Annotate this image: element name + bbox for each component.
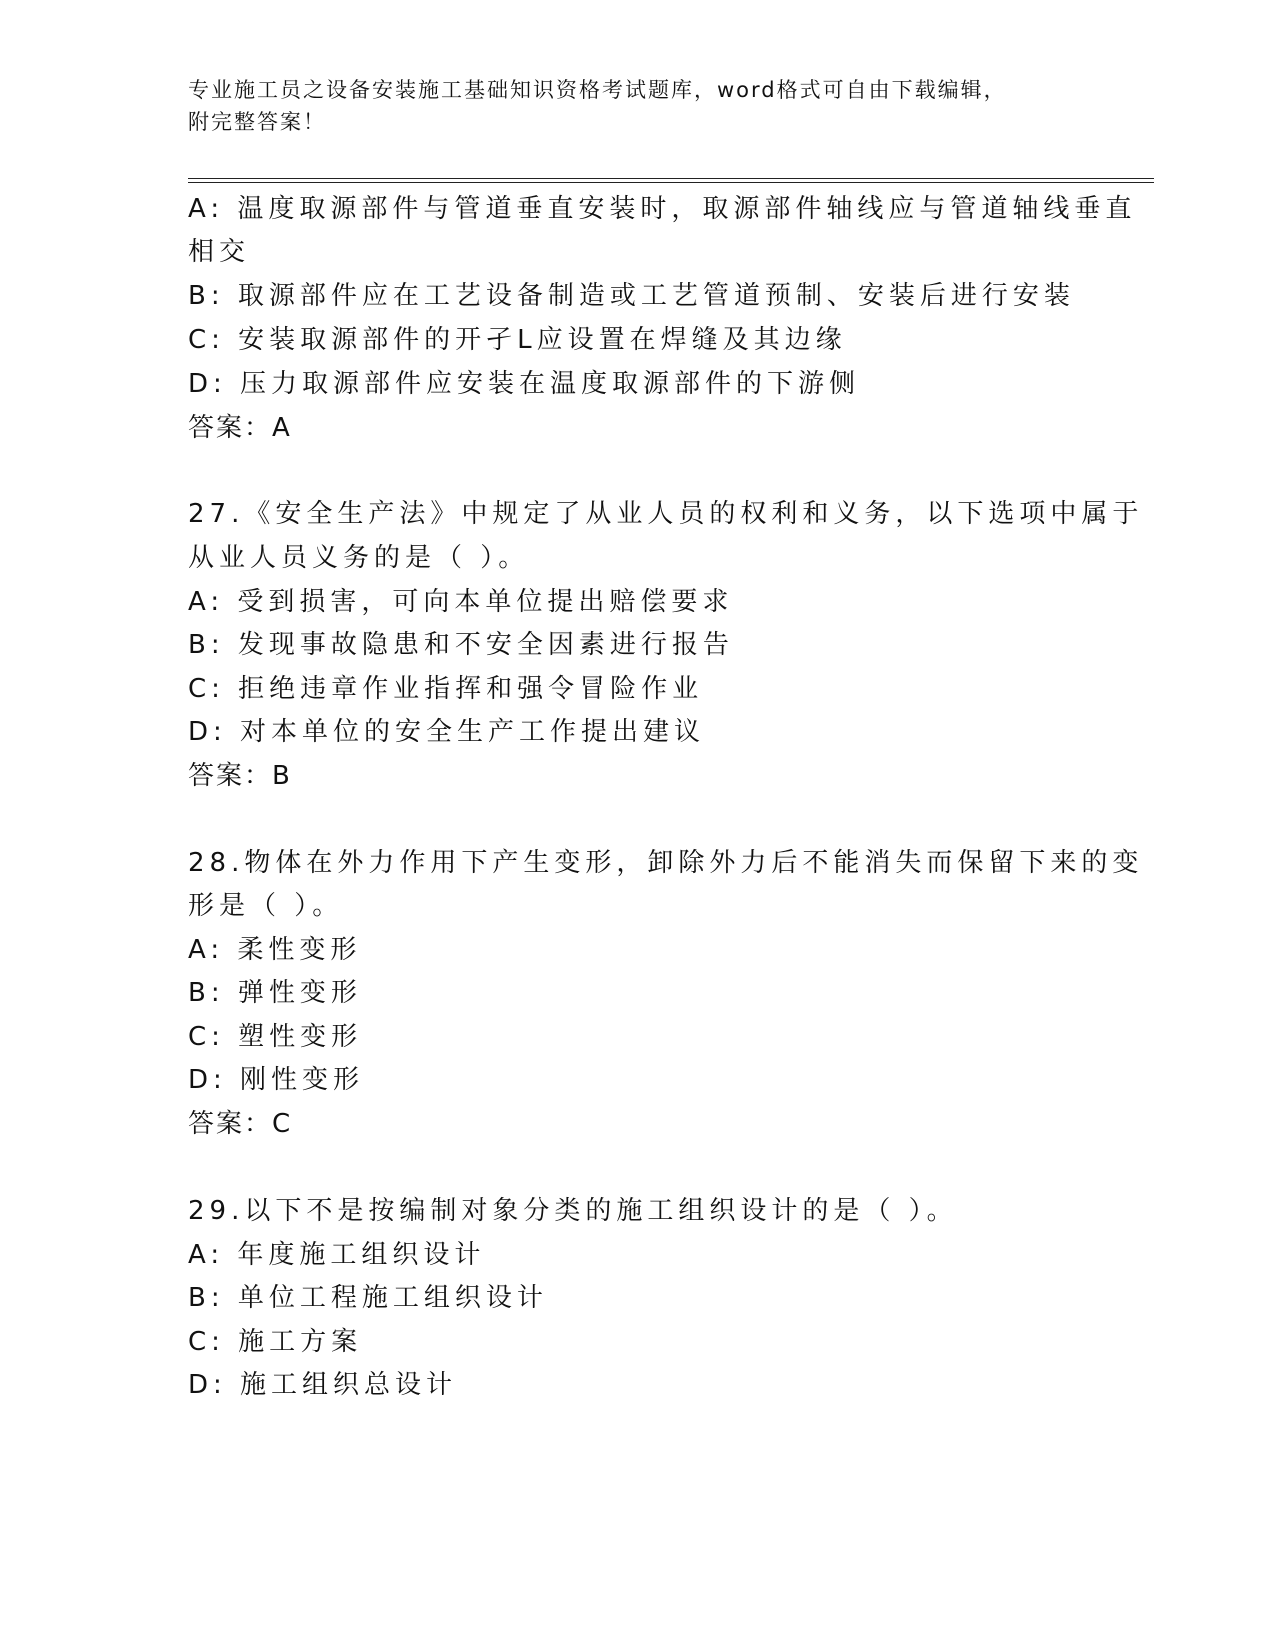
q26-option-a-continued: 相交	[188, 237, 251, 267]
q28-answer: 答案：C	[188, 1109, 293, 1139]
q29-stem: 29.以下不是按编制对象分类的施工组织设计的是（ ）。	[188, 1196, 958, 1226]
document-header	[188, 74, 1068, 138]
header-line-2: 附完整答案！	[188, 110, 326, 134]
q27-stem-continued: 从业人员义务的是（ ）。	[188, 543, 530, 573]
q28-option-c: C: 塑性变形	[188, 1022, 363, 1052]
q26-option-a: A: 温度取源部件与管道垂直安装时，取源部件轴线应与管道轴线垂直	[188, 194, 1137, 224]
header-line-1: 专业施工员之设备安装施工基础知识资格考试题库，word格式可自由下载编辑，	[188, 78, 1007, 102]
q29-option-d: D: 施工组织总设计	[188, 1370, 458, 1400]
q27-option-c: C: 拒绝违章作业指挥和强令冒险作业	[188, 674, 704, 704]
q29-option-b: B: 单位工程施工组织设计	[188, 1283, 548, 1313]
q29-option-a: A: 年度施工组织设计	[188, 1240, 486, 1270]
q29-option-c: C: 施工方案	[188, 1327, 363, 1357]
header-divider-top	[188, 178, 1154, 179]
q26-option-d: D: 压力取源部件应安装在温度取源部件的下游侧	[188, 369, 861, 399]
q27-option-d: D: 对本单位的安全生产工作提出建议	[188, 717, 706, 747]
q27-option-b: B: 发现事故隐患和不安全因素进行报告	[188, 630, 734, 660]
q26-option-b: B: 取源部件应在工艺设备制造或工艺管道预制、安装后进行安装	[188, 281, 1075, 311]
q28-option-d: D: 刚性变形	[188, 1065, 365, 1095]
q28-option-b: B: 弹性变形	[188, 978, 362, 1008]
header-divider-bottom	[188, 182, 1154, 183]
q28-stem-continued: 形是（ ）。	[188, 891, 344, 921]
q27-stem: 27.《安全生产法》中规定了从业人员的权利和义务，以下选项中属于	[188, 499, 1144, 529]
q28-option-a: A: 柔性变形	[188, 935, 362, 965]
q27-answer: 答案：B	[188, 761, 292, 791]
q27-option-a: A: 受到损害，可向本单位提出赔偿要求	[188, 587, 734, 617]
q26-answer: 答案：A	[188, 413, 292, 443]
q26-option-c: C: 安装取源部件的开孑L应设置在焊缝及其边缘	[188, 325, 847, 355]
q28-stem: 28.物体在外力作用下产生变形，卸除外力后不能消失而保留下来的变	[188, 848, 1144, 878]
